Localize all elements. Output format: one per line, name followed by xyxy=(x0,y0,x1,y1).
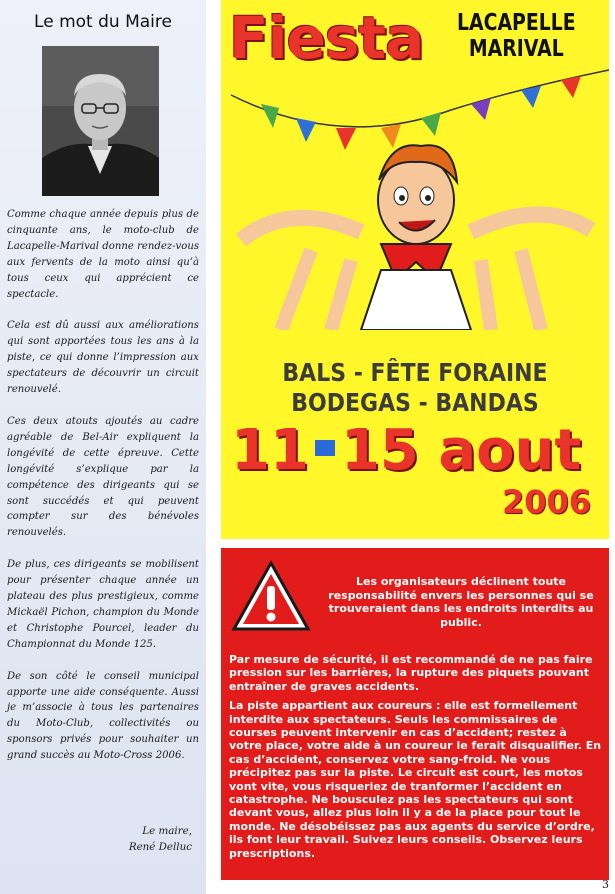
fiesta-poster xyxy=(221,0,609,539)
date-start: 11 xyxy=(231,418,309,483)
town-line-2: MARIVAL xyxy=(468,36,564,62)
letter-paragraph: De plus, ces dirigeants se mobilisent pour présenter chaque année un plateau des plus prestigieux, comme Mickaël Pichon, champion du Monde et Christophe Pourcel, leader du Championnat du Monde 125. xyxy=(7,559,199,650)
signature-name: René Delluc xyxy=(128,840,192,853)
event-line-2: BODEGAS - BANDAS xyxy=(291,388,539,417)
arrow-icon xyxy=(315,440,335,456)
warning-paragraph: La piste appartient aux coureurs : elle est formellement interdite aux spectateurs. Seuls les commissaires de courses peuvent intervenir en cas d’accident; restez à votre place, votre aide à un coureur le ferait disqualifier. En cas d’accident, conservez votre sang-froid. Ne vous précipitez pas sur la piste. Le circuit est court, les motos vont vite, vous risqueriez de tranformer l’accident en catastrophe. Ne bousculez pas les spectateurs qui sont devant vous, allez plus loin il y a de la place pour tout le monde. Ne désobéissez pas aux agents du service d’ordre, ils font leur travail. Suivez leurs conseils. Observez leurs prescriptions. xyxy=(229,699,602,860)
town-line-1: LACAPELLE xyxy=(457,10,576,36)
letter-paragraph: Ces deux atouts ajoutés au cadre agréable de Bel-Air expliquent la longévité de cette épreuve. Cette longévité s’explique par la compétence des dirigeants qui se sont succédés et qui peuvent compter sur des bénévoles renouvelés. xyxy=(7,415,199,539)
mayor-section-title: Le mot du Maire xyxy=(34,12,172,32)
mayor-portrait xyxy=(42,46,159,196)
event-list xyxy=(244,358,585,418)
event-dates xyxy=(231,418,581,483)
letter-paragraph: Comme chaque année depuis plus de cinquante ans, le moto-club de Lacapelle-Marival donne rendez-vous aux fervents de la moto ainsi qu’à tous ceux qui apprécient ce spectacle. xyxy=(7,209,199,300)
event-line-1: BALS - FÊTE FORAINE xyxy=(282,358,548,387)
letter-paragraph: Cela est dû aussi aux améliorations qui sont apportées tous les ans à la piste, ce qui donne l’impression aux spectateurs de découvrir un circuit renouvelé. xyxy=(7,320,199,396)
signature xyxy=(129,824,192,855)
date-end: 15 aout xyxy=(340,418,582,483)
mayor-letter xyxy=(7,207,199,780)
event-year: 2006 xyxy=(501,483,591,521)
letter-paragraph: De son côté le conseil municipal apporte une aide conséquente. Aussi je m’associe à tous les partenaires du Moto-Club, collectivités ou sponsors privés pour souhaiter un grand succès au Moto-Cross 2006. xyxy=(7,670,199,762)
town-name xyxy=(457,10,576,62)
page-number: 3 xyxy=(602,878,609,891)
warning-body xyxy=(229,653,603,866)
warning-icon xyxy=(231,560,311,632)
safety-warning xyxy=(221,548,609,880)
mayor-column xyxy=(0,0,206,894)
signature-title: Le maire, xyxy=(142,825,192,837)
warning-paragraph: Par mesure de sécurité, il est recommandé de ne pas faire pression sur les barrières, la rupture des piquets pouvant entraîner de graves accidents. xyxy=(229,653,593,693)
fiesta-title: Fiesta xyxy=(229,4,424,72)
warning-lead: Les organisateurs déclinent toute responsabilité envers les personnes qui se trouveraient dans les endroits interdits au public. xyxy=(328,575,594,629)
